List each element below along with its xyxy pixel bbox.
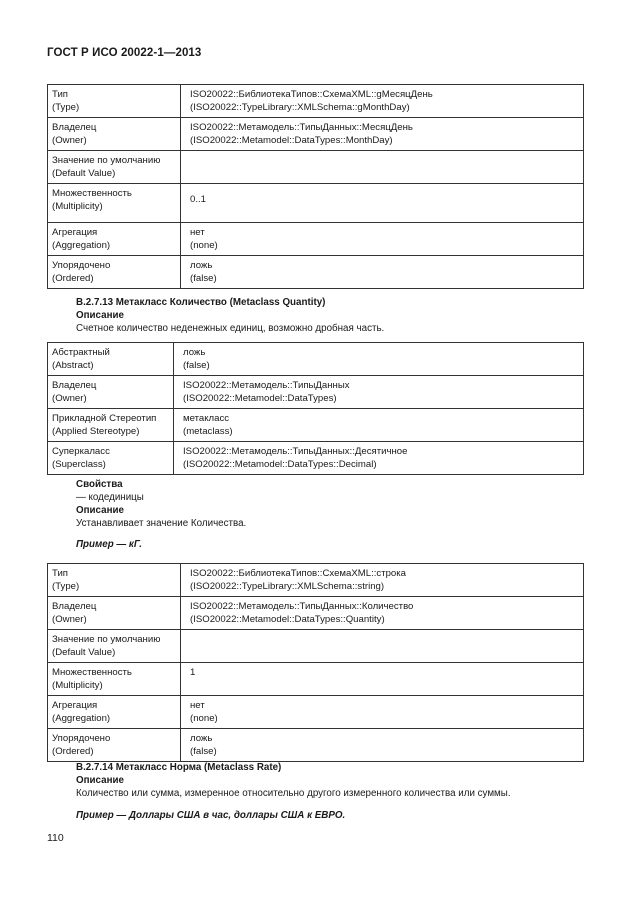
property-label: Владелец (Owner) [48,376,174,409]
property-label: Множественность (Multiplicity) [48,184,181,223]
property-label: Упорядочено (Ordered) [48,729,181,762]
property-label: Агрегация (Aggregation) [48,223,181,256]
section-text: Количество или сумма, измеренное относительно другого измеренного количества или суммы. [76,788,511,799]
page-number: 110 [47,832,64,844]
section-subheading: Описание [76,505,124,516]
property-value: 0..1 [181,184,584,223]
property-label: Прикладной Стереотип (Applied Stereotype) [48,409,174,442]
property-value [181,151,584,184]
property-label: Агрегация (Aggregation) [48,696,181,729]
property-value: ISO20022::Метамодель::ТипыДанных::Количество (ISO20022::Metamodel::DataTypes::Quantity) [181,597,584,630]
property-value: ISO20022::Метамодель::ТипыДанных::МесяцДень (ISO20022::Metamodel::DataTypes::MonthDay) [181,118,584,151]
table-row [48,256,584,289]
property-value: метакласс (metaclass) [174,409,584,442]
property-value: нет (none) [181,223,584,256]
section-text: Устанавливает значение Количества. [76,518,247,529]
table-row [48,597,584,630]
property-value: ISO20022::Метамодель::ТипыДанных (ISO20022::Metamodel::DataTypes) [174,376,584,409]
table-row [48,729,584,762]
table-row [48,151,584,184]
property-value: ISO20022::БиблиотекаТипов::СхемаXML::строка (ISO20022::TypeLibrary::XMLSchema::string) [181,564,584,597]
property-value: 1 [181,663,584,696]
property-label: Владелец (Owner) [48,597,181,630]
property-label: Тип (Type) [48,85,181,118]
property-label: Значение по умолчанию (Default Value) [48,630,181,663]
example-text: Пример — Доллары США в час, доллары США к ЕВРО. [76,810,346,821]
property-label: Упорядочено (Ordered) [48,256,181,289]
table-row [48,409,584,442]
section-rate [76,761,596,822]
property-label: Тип (Type) [48,564,181,597]
document-header: ГОСТ Р ИСО 20022-1—2013 [47,47,202,59]
table-row [48,663,584,696]
section-text: Счетное количество неденежных единиц, возможно дробная часть. [76,323,385,334]
properties-table-code-units [47,563,584,762]
table-row [48,376,584,409]
section-properties [76,478,596,551]
table-row [48,85,584,118]
table-row [48,442,584,475]
property-label: Абстрактный (Abstract) [48,343,174,376]
property-value: ложь (false) [181,729,584,762]
table-row [48,343,584,376]
property-label: Владелец (Owner) [48,118,181,151]
section-subheading: Описание [76,310,124,321]
table-row [48,630,584,663]
section-quantity [76,296,596,335]
property-label: Суперкаласс (Superclass) [48,442,174,475]
property-value: ISO20022::БиблиотекаТипов::СхемаXML::gМесяцДень (ISO20022::TypeLibrary::XMLSchema::gMonthDay) [181,85,584,118]
property-value: ложь (false) [181,256,584,289]
property-value [181,630,584,663]
property-value: нет (none) [181,696,584,729]
section-heading: В.2.7.13 Метакласс Количество (Metaclass Quantity) [76,297,326,308]
table-row [48,118,584,151]
property-item: — кодединицы [76,492,144,503]
table-row [48,223,584,256]
example-text: Пример — кГ. [76,539,143,550]
properties-table-gmonthday [47,84,584,289]
property-label: Множественность (Multiplicity) [48,663,181,696]
section-subheading: Описание [76,775,124,786]
section-heading: Свойства [76,479,123,490]
table-row [48,696,584,729]
property-value: ISO20022::Метамодель::ТипыДанных::Десятичное (ISO20022::Metamodel::DataTypes::Decimal) [174,442,584,475]
property-label: Значение по умолчанию (Default Value) [48,151,181,184]
table-row [48,184,584,223]
table-row [48,564,584,597]
property-value: ложь (false) [174,343,584,376]
section-heading: В.2.7.14 Метакласс Норма (Metaclass Rate) [76,762,282,773]
properties-table-quantity [47,342,584,475]
